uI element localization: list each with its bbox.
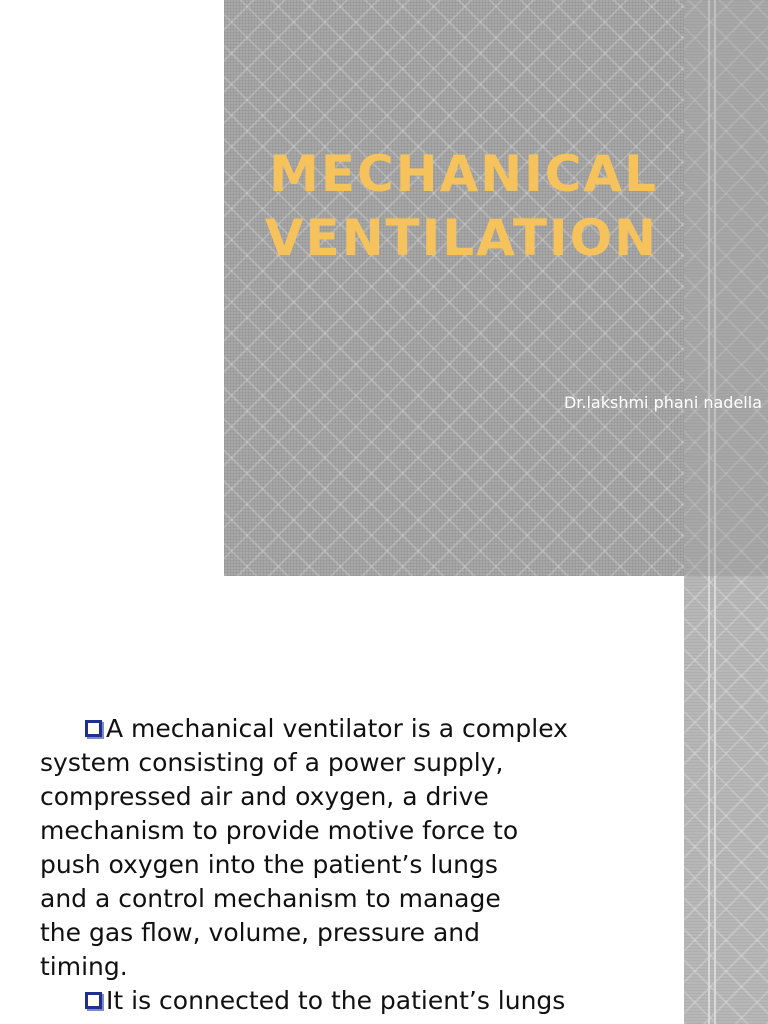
square-bullet-icon [85, 720, 102, 737]
slide-subtitle-author: Dr.lakshmi phani nadella [563, 393, 762, 412]
bullet-line: mechanism to provide motive force to [40, 816, 519, 845]
right-band-shade [684, 0, 768, 576]
slide-title-line-2: VENTILATION [264, 209, 658, 267]
square-bullet-icon [85, 992, 102, 1009]
bullet-item [40, 984, 670, 1018]
bullet-item [40, 712, 670, 984]
bullet-line: timing. [40, 952, 128, 981]
bullet-line: It is connected to the patient’s lungs [106, 986, 566, 1015]
bullet-line: compressed air and oxygen, a drive [40, 782, 489, 811]
bullet-line: push oxygen into the patient’s lungs [40, 850, 498, 879]
slide-body [40, 712, 670, 1018]
bullet-line: system consisting of a power supply, [40, 748, 504, 777]
bullet-line: the gas flow, volume, pressure and [40, 918, 480, 947]
bullet-line: and a control mechanism to manage [40, 884, 501, 913]
bullet-line: A mechanical ventilator is a complex [106, 714, 568, 743]
slide-title-line-1: MECHANICAL [269, 145, 658, 203]
